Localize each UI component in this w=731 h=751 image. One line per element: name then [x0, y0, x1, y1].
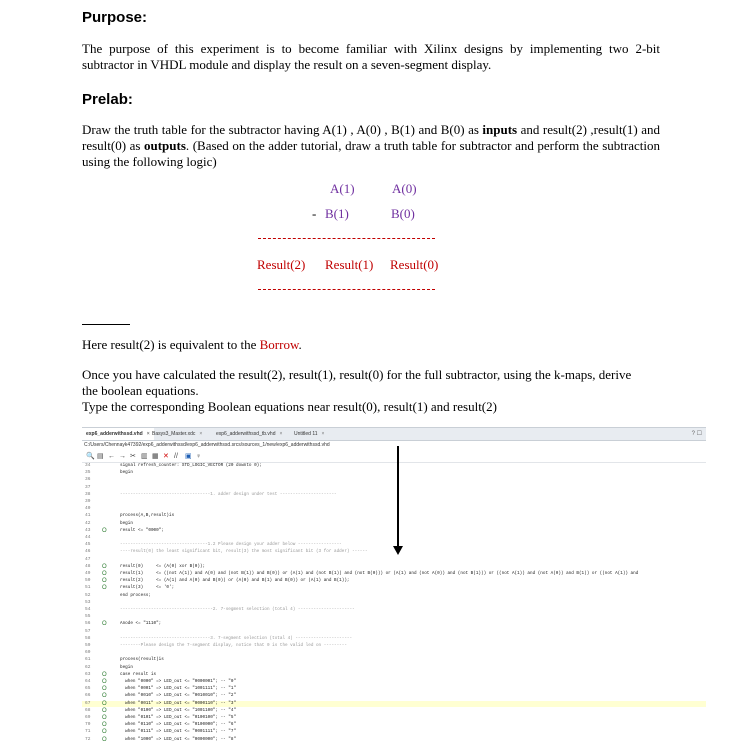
code-text: ----------------------------------1.2 Please design your adder below -----------------: [120, 542, 342, 548]
breakpoint-marker-icon[interactable]: O: [102, 722, 107, 729]
breakpoint-marker-icon[interactable]: O: [102, 693, 107, 700]
breakpoint-marker-icon[interactable]: O: [102, 585, 107, 592]
code-line[interactable]: [82, 607, 706, 613]
diagram-b1: B(1): [325, 206, 349, 221]
code-text: begin: [120, 470, 133, 476]
line-number: 69: [85, 715, 91, 720]
line-number: 51: [85, 585, 91, 591]
diagram-top-line: [258, 238, 435, 239]
code-text: when "0110" => LED_out <= "0100000"; -- "6": [120, 722, 237, 728]
code-line[interactable]: [82, 477, 706, 483]
breakpoint-marker-icon[interactable]: O: [102, 736, 107, 743]
save-icon[interactable]: ▤: [97, 453, 104, 460]
line-number: 52: [85, 592, 91, 598]
close-icon[interactable]: ×: [146, 431, 150, 437]
code-text: when "0101" => LED_out <= "0100100"; -- "5": [120, 715, 237, 720]
code-text: when "0111" => LED_out <= "0001111"; -- "7": [120, 729, 237, 735]
breakpoint-marker-icon[interactable]: O: [102, 563, 107, 570]
breakpoint-marker-icon[interactable]: O: [102, 578, 107, 585]
code-editor: [82, 427, 706, 751]
breakpoint-marker-icon[interactable]: O: [102, 686, 107, 693]
line-number: 60: [85, 650, 91, 656]
diagram-result2: Result(2): [257, 257, 306, 272]
line-number: 45: [85, 542, 91, 548]
diagram-bottom-line: [258, 289, 435, 290]
code-line[interactable]: [82, 715, 706, 721]
tab-basys3-master-xdc[interactable]: Basys3_Master.xdc ×: [152, 431, 203, 437]
purpose-heading: Purpose:: [82, 9, 148, 26]
instructions: [82, 367, 682, 415]
arrow-line: [397, 446, 399, 548]
code-text: begin: [120, 664, 133, 670]
paste-icon[interactable]: ▦: [152, 453, 159, 460]
code-line[interactable]: [82, 672, 706, 678]
tab-exp6-adderwithssd-vhd[interactable]: exp6_adderwithssd.vhd ×: [82, 428, 154, 440]
code-line[interactable]: [82, 665, 706, 671]
code-line[interactable]: [82, 693, 706, 699]
code-line[interactable]: [82, 564, 706, 570]
code-text: Anode <= "1110";: [120, 621, 162, 627]
code-text: end process;: [120, 592, 151, 598]
code-area[interactable]: [82, 463, 706, 751]
code-line[interactable]: [82, 600, 706, 606]
line-number: 56: [85, 621, 91, 627]
code-line[interactable]: [82, 636, 706, 642]
line-number: 39: [85, 499, 91, 504]
line-number: 64: [85, 679, 91, 684]
code-text: -----------------------------------1. adder design under test ----------------------: [120, 491, 337, 497]
code-line[interactable]: [82, 686, 706, 692]
code-line[interactable]: [82, 557, 706, 563]
diagram-a1: A(1): [330, 181, 355, 196]
code-line[interactable]: [82, 521, 706, 527]
diagram-result0: Result(0): [390, 257, 439, 272]
line-number: 61: [85, 657, 91, 663]
code-line[interactable]: [82, 621, 706, 627]
diagram-a0: A(0): [392, 181, 417, 196]
breakpoint-marker-icon[interactable]: O: [102, 700, 107, 707]
code-line[interactable]: [82, 463, 706, 469]
code-text: result(3) <= '0';: [120, 585, 175, 591]
prelab-heading: Prelab:: [82, 91, 133, 108]
code-line[interactable]: [82, 470, 706, 476]
code-text: signal refresh_counter: STD_LOGIC_VECTOR (20 downto 0);: [120, 463, 262, 468]
code-line[interactable]: [82, 701, 706, 707]
purpose-text: The purpose of this experiment is to become familiar with Xilinx designs by implementing two 2-bit subtractor in VHDL module and display the result on a seven-segment display.: [82, 41, 660, 72]
code-text: ----result(0) the least significant bit, result(3) the most significant bit (3 for adder) ------: [120, 549, 368, 555]
line-number: 42: [85, 520, 91, 526]
code-text: -----------------------------------3. 7-segment selection (total 4) ----------------------: [120, 635, 353, 641]
code-line[interactable]: [82, 643, 706, 649]
line-number: 38: [85, 491, 91, 497]
diagram-b0: B(0): [391, 206, 415, 221]
line-number: 62: [85, 664, 91, 670]
diagram-minus: -: [312, 206, 317, 221]
line-number: 58: [85, 635, 91, 641]
line-number: 37: [85, 484, 91, 490]
diagram-result1: Result(1): [325, 257, 374, 272]
line-number: 65: [85, 686, 91, 692]
code-line[interactable]: [82, 722, 706, 728]
editor-toolbar: [82, 451, 706, 463]
code-line[interactable]: [82, 571, 706, 577]
code-line[interactable]: [82, 593, 706, 599]
code-line[interactable]: [82, 729, 706, 735]
breakpoint-marker-icon[interactable]: O: [102, 621, 107, 628]
line-number: 49: [85, 571, 91, 576]
breakpoint-marker-icon[interactable]: O: [102, 715, 107, 721]
line-number: 70: [85, 722, 91, 728]
code-text: when "0000" => LED_out <= "0000001"; -- "0": [120, 679, 237, 684]
code-line[interactable]: [82, 650, 706, 656]
code-line[interactable]: [82, 499, 706, 505]
code-line[interactable]: [82, 629, 706, 635]
code-text: process(result)is: [120, 657, 164, 663]
code-text: begin: [120, 520, 133, 526]
line-number: 63: [85, 671, 91, 677]
tab-exp6-adderwithssd-tb-vhd[interactable]: exp6_adderwithssd_tb.vhd ×: [216, 431, 283, 437]
window-controls[interactable]: ? ☐: [691, 431, 702, 437]
separator-line: [82, 324, 130, 325]
code-line[interactable]: [82, 708, 706, 714]
code-text: when "0100" => LED_out <= "1001100"; -- "4": [120, 707, 237, 713]
code-line[interactable]: [82, 614, 706, 620]
breakpoint-marker-icon[interactable]: O: [102, 707, 107, 714]
code-line[interactable]: [82, 657, 706, 663]
line-number: 47: [85, 556, 91, 562]
forward-icon[interactable]: →: [119, 453, 126, 460]
code-line[interactable]: [82, 679, 706, 685]
arrow-head-icon: [393, 546, 403, 555]
close-icon[interactable]: ×: [279, 431, 283, 437]
copy-icon[interactable]: ▥: [141, 453, 148, 460]
line-number: 55: [85, 614, 91, 620]
line-number: 53: [85, 599, 91, 605]
code-text: when "1000" => LED_out <= "0000000"; -- "8": [120, 736, 237, 742]
lightbulb-icon[interactable]: ♀: [196, 453, 202, 460]
code-text: when "0010" => LED_out <= "0010010"; -- "2": [120, 693, 237, 699]
instruction-line-1: Once you have calculated the result(2), result(1), result(0) for the full subtractor, using the k-maps, derive: [82, 367, 632, 382]
line-number: 67: [85, 700, 91, 706]
instruction-line-2: the boolean equations.: [82, 383, 199, 398]
code-text: case result is: [120, 671, 157, 677]
line-number: 71: [85, 729, 91, 735]
instruction-line-3: Type the corresponding Boolean equations near result(0), result(1) and result(2): [82, 399, 497, 414]
line-number: 44: [85, 535, 91, 540]
line-number: 50: [85, 578, 91, 584]
close-icon[interactable]: ×: [321, 431, 325, 437]
line-number: 68: [85, 707, 91, 713]
code-line[interactable]: [82, 535, 706, 541]
breakpoint-marker-icon[interactable]: O: [102, 679, 107, 685]
line-number: 46: [85, 549, 91, 555]
code-text: when "0011" => LED_out <= "0000110"; -- "3": [120, 700, 237, 706]
line-number: 34: [85, 463, 91, 468]
line-number: 66: [85, 693, 91, 699]
code-line[interactable]: [82, 737, 706, 743]
line-number: 48: [85, 563, 91, 569]
line-number: 57: [85, 628, 91, 634]
code-text: ------------------------------------2. 7-segment selection (total 4) ----------------------: [120, 607, 355, 612]
line-number: 35: [85, 470, 91, 476]
code-text: result(1) <= ((not A(1)) and A(0) and (not B(1)) and B(0)) or (A(1) and (not B(1)) and (not B(0))) or (A(1) and (not A(0)) and (not B(1))) or ((not A(1)) and (not A(0)) and B(1)) or ((not A(1)) and: [120, 571, 639, 576]
breakpoint-marker-icon[interactable]: O: [102, 527, 107, 534]
code-text: --------Please design the 7-segment display, notice that 0 is the valid led on ---------: [120, 643, 347, 648]
code-line[interactable]: [82, 492, 706, 498]
line-number: 72: [85, 736, 91, 742]
code-line[interactable]: [82, 578, 706, 584]
back-icon[interactable]: ←: [108, 453, 115, 460]
cut-icon[interactable]: ✂: [130, 453, 136, 460]
breakpoint-marker-icon[interactable]: O: [102, 671, 107, 678]
line-number: 36: [85, 477, 91, 483]
code-line[interactable]: [82, 506, 706, 512]
line-number: 54: [85, 607, 91, 612]
editor-tab-bar: [82, 428, 706, 441]
line-number: 43: [85, 527, 91, 533]
block-icon[interactable]: ▣: [185, 453, 192, 460]
line-number: 59: [85, 643, 91, 648]
breakpoint-marker-icon[interactable]: O: [102, 729, 107, 736]
code-text: result(0) <= (A(0) xor B(0));: [120, 563, 206, 569]
search-icon[interactable]: 🔍: [86, 453, 95, 460]
prelab-text: Draw the truth table for the subtractor having A(1) , A(0) , B(1) and B(0) as inputs and result(2) ,result(1) and result(0) as outputs. (Based on the adder tutorial, draw a truth table for subtractor and perform the subtraction using the following logic): [82, 122, 660, 169]
code-text: result <= "0000";: [120, 527, 164, 533]
code-text: result(2) <= (A(1) and A(0) and B(0)) or (A(0) and B(1) and B(0)) or (A(1) and B(1));: [120, 578, 350, 584]
file-path: C:/Users/Chennayk47392/exp6_adderwithssd/exp6_adderwithssd.srcs/sources_1/new/exp6_adderwithssd.vhd: [84, 442, 330, 448]
delete-icon[interactable]: ✕: [163, 453, 169, 460]
tab-untitled-11[interactable]: Untitled 11 ×: [294, 431, 325, 437]
code-line[interactable]: [82, 485, 706, 491]
comment-icon[interactable]: //: [174, 453, 178, 460]
code-text: process(A,B,result)is: [120, 513, 175, 519]
code-line[interactable]: [82, 528, 706, 534]
code-line[interactable]: [82, 585, 706, 591]
code-line[interactable]: [82, 513, 706, 519]
code-text: when "0001" => LED_out <= "1001111"; -- "1": [120, 686, 237, 692]
breakpoint-marker-icon[interactable]: O: [102, 571, 107, 577]
borrow-word: Borrow: [259, 337, 299, 352]
borrow-note: Here result(2) is equivalent to the Borrow.: [82, 337, 302, 352]
line-number: 40: [85, 506, 91, 512]
line-number: 41: [85, 513, 91, 519]
close-icon[interactable]: ×: [199, 431, 203, 437]
